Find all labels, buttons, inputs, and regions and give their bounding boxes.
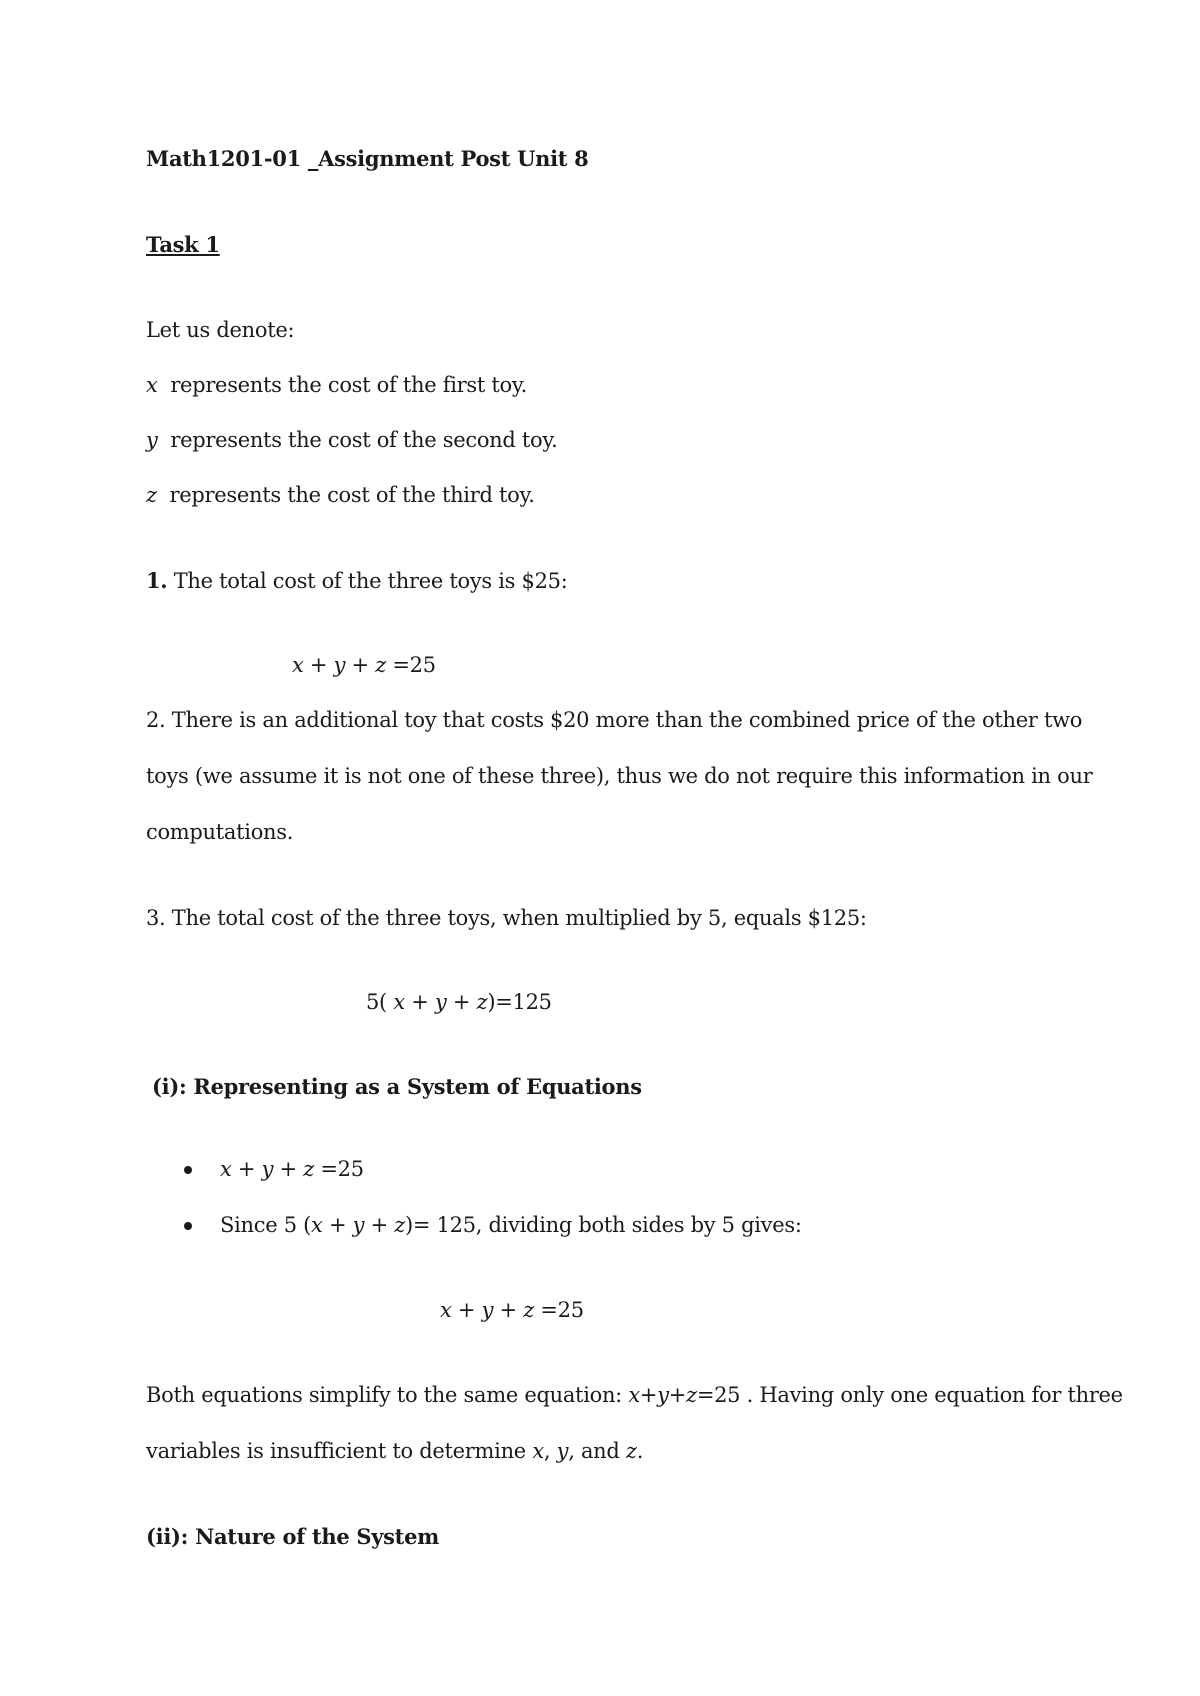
equation-suffix: )=125 <box>487 990 552 1014</box>
plus-sign: + <box>322 1213 353 1237</box>
bullet-text: Since 5 ( <box>220 1213 312 1237</box>
definition-text: represents the cost of the second toy. <box>170 428 558 452</box>
bullet-icon <box>184 1222 192 1230</box>
var-y: y <box>657 1383 669 1407</box>
conclusion-line-2 <box>146 1439 643 1463</box>
section-heading-1: (i): Representing as a System of Equations <box>152 1074 642 1099</box>
var-x: x <box>292 653 304 677</box>
period: . <box>636 1439 644 1463</box>
var-z: z <box>625 1439 637 1463</box>
plus-sign: + <box>231 1157 262 1181</box>
var-x: x <box>146 373 158 397</box>
var-x: x <box>393 990 405 1014</box>
section-heading-2: (ii): Nature of the System <box>146 1524 440 1549</box>
document-title: Math1201-01 _Assignment Post Unit 8 <box>146 146 589 171</box>
var-y: y <box>556 1439 569 1463</box>
plus-sign: + <box>446 990 477 1014</box>
item-2-line-1: 2. There is an additional toy that costs $20 more than the combined price of the other two <box>146 708 1083 732</box>
task-heading: Task 1 <box>146 232 220 257</box>
plus-sign: + <box>364 1213 395 1237</box>
var-z: z <box>523 1298 534 1322</box>
var-y: y <box>146 428 158 452</box>
var-z: z <box>686 1383 697 1407</box>
conclusion-text: =25 . Having only one equation for three <box>696 1383 1123 1407</box>
item-3: 3. The total cost of the three toys, when multiplied by 5, equals $125: <box>146 906 867 930</box>
var-y: y <box>434 990 447 1014</box>
definition-x <box>146 373 527 397</box>
var-x: x <box>220 1157 232 1181</box>
var-y: y <box>352 1213 365 1237</box>
var-y: y <box>261 1157 274 1181</box>
equation-2 <box>366 990 552 1014</box>
definition-text: represents the cost of the first toy. <box>170 373 527 397</box>
bullet-text: )= 125, dividing both sides by 5 gives: <box>405 1213 802 1237</box>
var-x: x <box>311 1213 323 1237</box>
conclusion-line-1 <box>146 1383 1123 1407</box>
plus-sign: + <box>273 1157 304 1181</box>
var-x: x <box>532 1439 544 1463</box>
var-z: z <box>303 1157 314 1181</box>
conclusion-text: Both equations simplify to the same equation: <box>146 1383 629 1407</box>
var-x: x <box>440 1298 452 1322</box>
var-z: z <box>476 990 488 1014</box>
var-z: z <box>146 483 157 507</box>
bullet-item-1 <box>220 1157 364 1181</box>
comma: , <box>543 1439 557 1463</box>
definition-z <box>146 483 535 507</box>
plus-sign: + <box>639 1383 658 1407</box>
plus-sign: + <box>451 1298 482 1322</box>
equation-rhs: =25 <box>313 1157 364 1181</box>
equation-rhs: =25 <box>533 1298 584 1322</box>
equation-prefix: 5( <box>366 990 394 1014</box>
equation-1 <box>292 653 436 677</box>
var-x: x <box>628 1383 640 1407</box>
conjunction: , and <box>568 1439 626 1463</box>
plus-sign: + <box>404 990 435 1014</box>
conclusion-text: variables is insufficient to determine <box>146 1439 533 1463</box>
var-y: y <box>481 1298 494 1322</box>
plus-sign: + <box>345 653 376 677</box>
plus-sign: + <box>303 653 334 677</box>
bullet-item-2 <box>220 1213 802 1237</box>
var-z: z <box>394 1213 406 1237</box>
item-2-line-2: toys (we assume it is not one of these three), thus we do not require this information in our <box>146 764 1093 788</box>
plus-sign: + <box>668 1383 687 1407</box>
item-1 <box>146 568 568 593</box>
definition-text: represents the cost of the third toy. <box>169 483 535 507</box>
var-y: y <box>333 653 346 677</box>
equation-rhs: =25 <box>385 653 436 677</box>
item-text: The total cost of the three toys is $25: <box>173 569 568 593</box>
definition-y <box>146 428 558 452</box>
equation-3 <box>440 1298 584 1322</box>
item-number: 1. <box>146 568 168 593</box>
item-2-line-3: computations. <box>146 820 294 844</box>
intro-text: Let us denote: <box>146 318 295 342</box>
var-z: z <box>375 653 386 677</box>
plus-sign: + <box>493 1298 524 1322</box>
bullet-icon <box>184 1166 192 1174</box>
